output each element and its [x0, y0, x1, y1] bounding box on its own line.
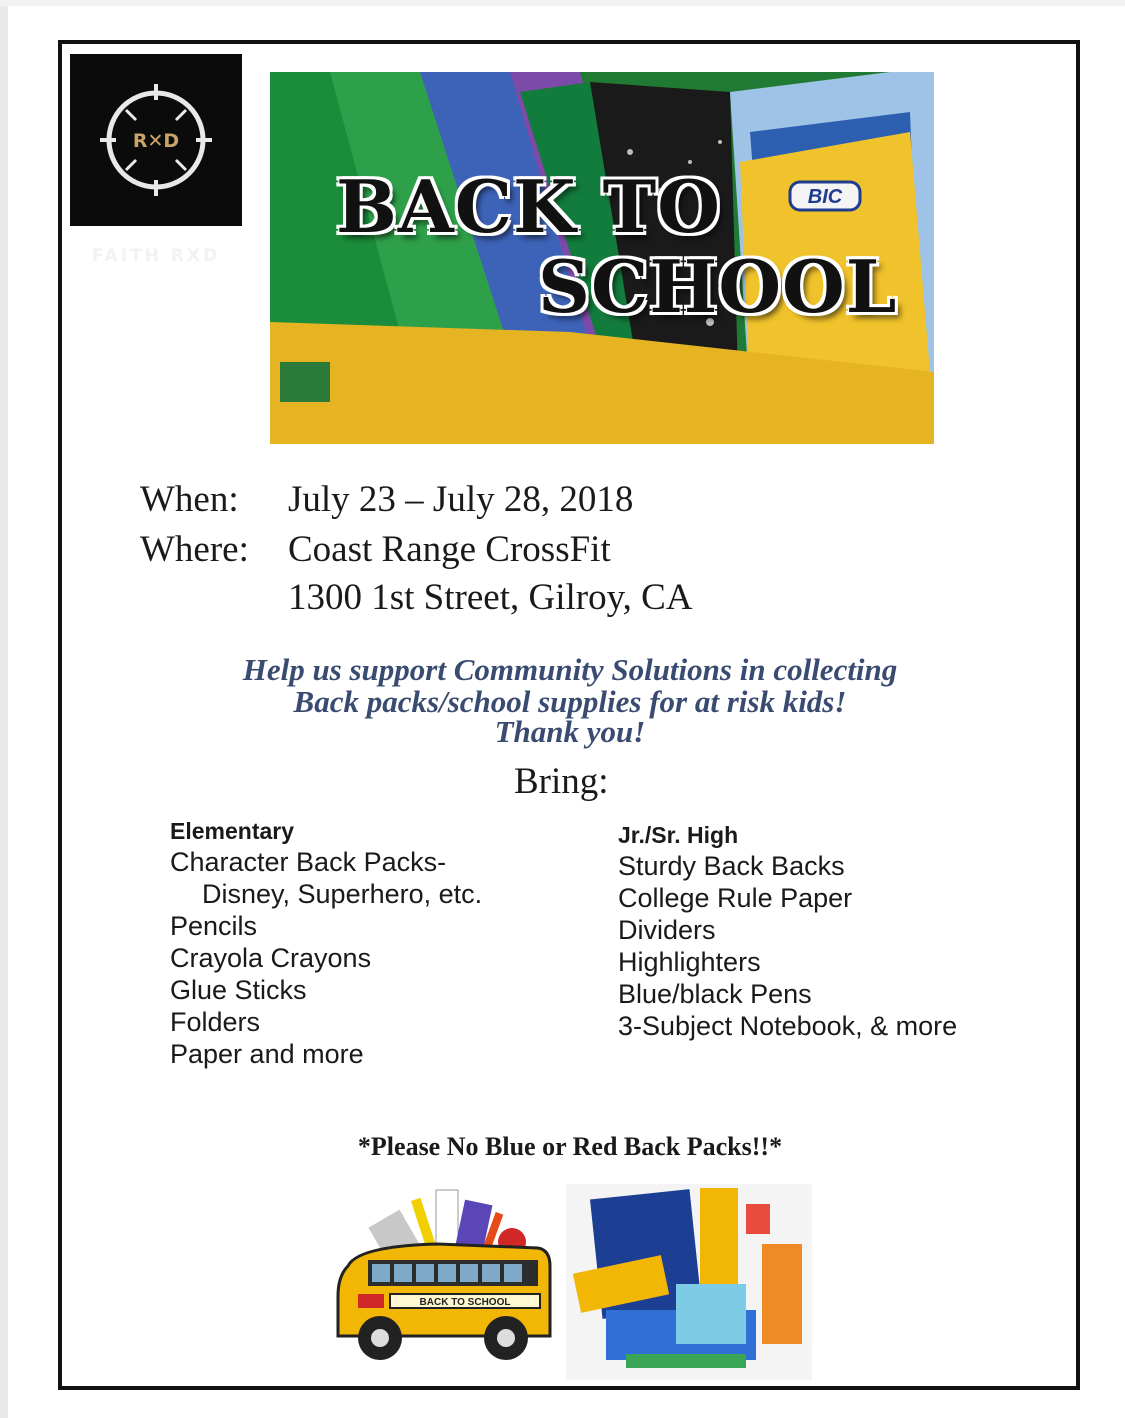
list-item: Dividers — [618, 915, 716, 945]
list-item: Paper and more — [170, 1039, 364, 1069]
where-line2: 1300 1st Street, Gilroy, CA — [288, 577, 693, 618]
list-item: Blue/black Pens — [618, 979, 812, 1009]
list-item: Disney, Superhero, etc. — [202, 879, 483, 909]
school-bus-illustration — [328, 1186, 558, 1377]
where-line1: Coast Range CrossFit — [288, 529, 611, 570]
bus-sign-text: BACK TO SCHOOL — [419, 1297, 511, 1308]
list-item: Sturdy Back Backs — [618, 851, 845, 881]
high-school-list — [618, 820, 957, 1042]
appeal-line2: Back packs/school supplies for at risk kids! — [293, 684, 847, 719]
high-school-heading: Jr./Sr. High — [618, 822, 739, 848]
list-item: Crayola Crayons — [170, 943, 372, 973]
list-item: Glue Sticks — [170, 975, 307, 1005]
elementary-heading: Elementary — [170, 818, 295, 844]
banner-title-line1: BACK TO — [336, 164, 721, 249]
back-to-school-banner — [270, 72, 934, 444]
logo-brand-text: FAITH RXD — [91, 246, 221, 266]
when-value: July 23 – July 28, 2018 — [288, 479, 634, 520]
where-label: Where: — [140, 529, 249, 570]
backpack-color-note: *Please No Blue or Red Back Packs!!* — [357, 1132, 783, 1161]
elementary-list — [170, 816, 482, 1070]
appeal-line1: Help us support Community Solutions in collecting — [242, 652, 898, 687]
when-label: When: — [140, 479, 239, 520]
school-supplies-photo — [566, 1184, 812, 1385]
list-item: Pencils — [170, 911, 258, 941]
banner-title-line2: SCHOOL — [538, 244, 898, 329]
list-item: Highlighters — [618, 947, 761, 977]
appeal-line3: Thank you! — [494, 714, 646, 749]
page-left-edge — [0, 0, 8, 1418]
bic-label: BIC — [807, 186, 843, 208]
list-item: College Rule Paper — [618, 883, 853, 913]
logo-mark-text: R✕D — [132, 130, 180, 152]
bring-heading: Bring: — [514, 761, 609, 802]
list-item: Folders — [170, 1007, 261, 1037]
list-item: Character Back Packs- — [170, 847, 447, 877]
page-top-edge — [0, 0, 1125, 6]
faith-rxd-logo — [70, 54, 242, 266]
list-item: 3-Subject Notebook, & more — [618, 1011, 958, 1041]
